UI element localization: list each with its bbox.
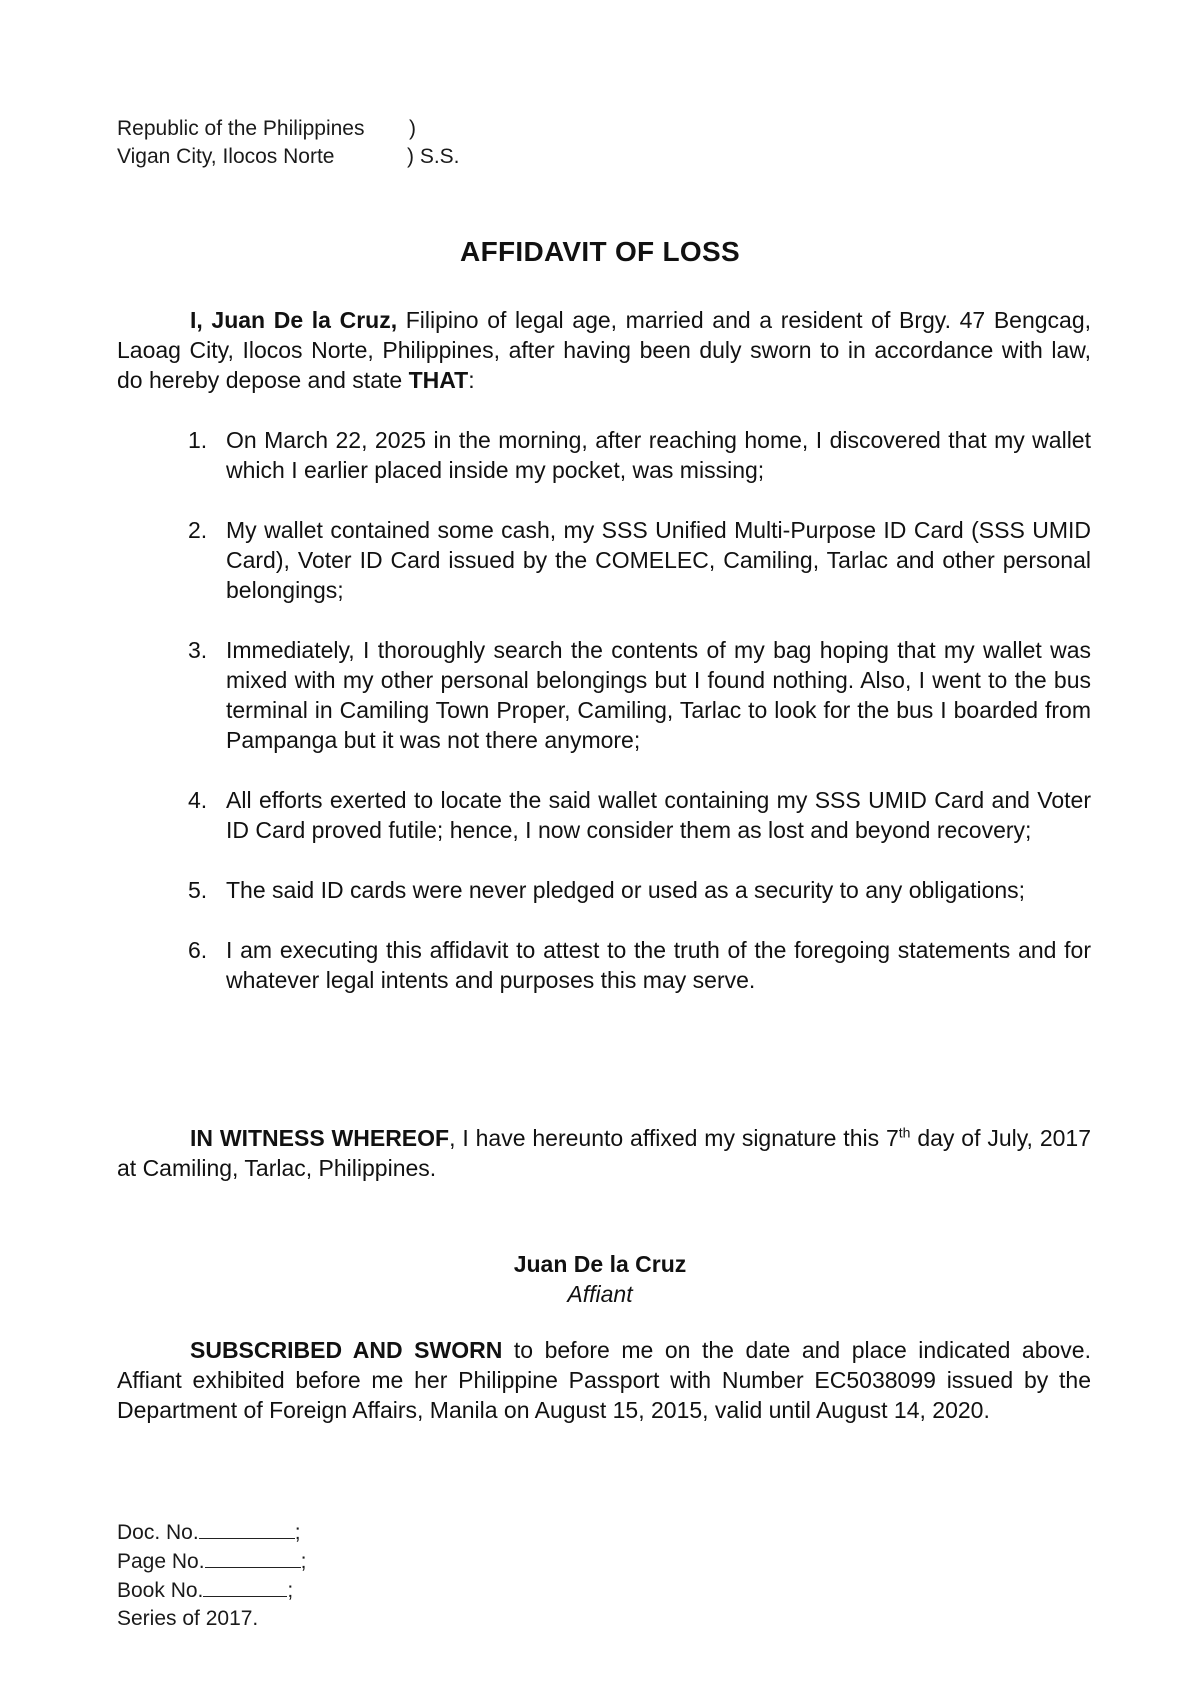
book-number-label: Book No. — [117, 1579, 204, 1602]
affiant-signature-block — [0, 1249, 1200, 1309]
affiant-name-inline: , Juan De la Cruz, — [196, 307, 398, 333]
witness-paragraph — [117, 1123, 1091, 1183]
statement-number: 3. — [188, 637, 208, 663]
statement-number: 2. — [188, 517, 208, 543]
venue-line-2 — [117, 143, 460, 171]
statement-list — [188, 425, 1091, 1025]
statement-text: On March 22, 2025 in the morning, after reaching home, I discovered that my wallet which I earlier placed inside my pocket, was missing; — [226, 427, 1091, 483]
statement-item — [188, 935, 1091, 995]
venue-country: Republic of the Philippines — [117, 117, 365, 140]
intro-paragraph — [117, 305, 1091, 395]
affiant-role: Affiant — [567, 1281, 633, 1307]
statement-item — [188, 425, 1091, 485]
page-number-semicolon: ; — [300, 1550, 307, 1573]
notarial-register — [117, 1518, 306, 1633]
page-number-label: Page No. — [117, 1550, 205, 1573]
statement-text: The said ID cards were never pledged or used as a security to any obligations; — [226, 877, 1026, 903]
jurat-body: to before me on the date and place indicated above. Affiant exhibited before me her Philippine Passport with Number EC5038099 issued by the Department of Foreign Affairs, Manila on August 15, 2015, valid until August 14, 2020. — [117, 1337, 1091, 1423]
witness-end: day of July, 2017 at Camiling, Tarlac, Philippines. — [117, 1125, 1091, 1181]
venue-line-1 — [117, 115, 460, 143]
statement-number: 5. — [188, 877, 208, 903]
statement-number: 6. — [188, 937, 208, 963]
series-line: Series of 2017. — [117, 1607, 259, 1630]
witness-body: , I have hereunto affixed my signature this 7 — [449, 1125, 899, 1151]
witness-heading: IN WITNESS WHEREOF — [190, 1125, 450, 1151]
intro-pronoun: I — [190, 307, 197, 333]
venue-block — [117, 115, 460, 171]
intro-body: Filipino of legal age, married and a resident of Brgy. 47 Bengcag, Laoag City, Ilocos Norte, Philippines, after having been duly sworn to in accordance with law, do hereby depose and state — [117, 307, 1092, 393]
venue-paren: ) — [409, 117, 416, 140]
doc-number-label: Doc. No. — [117, 1521, 199, 1544]
statement-text: My wallet contained some cash, my SSS Unified Multi-Purpose ID Card (SSS UMID Card), Voter ID Card issued by the COMELEC, Camiling, Tarlac and other personal belongings; — [226, 517, 1091, 603]
document-title: AFFIDAVIT OF LOSS — [460, 236, 740, 267]
affiant-name: Juan De la Cruz — [513, 1251, 687, 1277]
doc-number-blank — [199, 1518, 295, 1539]
jurat-paragraph — [117, 1335, 1091, 1425]
statement-text: I am executing this affidavit to attest to the truth of the foregoing statements and for whatever legal intents and purposes this may serve. — [226, 937, 1091, 993]
book-number-semicolon: ; — [287, 1579, 294, 1602]
jurat-heading: SUBSCRIBED AND SWORN — [190, 1337, 503, 1363]
book-number-blank — [203, 1576, 287, 1597]
statement-text: All efforts exerted to locate the said wallet containing my SSS UMID Card and Voter ID Card proved futile; hence, I now consider them as lost and beyond recovery; — [226, 787, 1091, 843]
statement-item — [188, 515, 1091, 605]
doc-number-semicolon: ; — [294, 1521, 301, 1544]
intro-that: THAT — [408, 367, 469, 393]
page-number-line — [117, 1547, 306, 1576]
page-number-blank — [205, 1547, 301, 1568]
book-number-line — [117, 1576, 306, 1605]
statement-item — [188, 785, 1091, 845]
statement-item — [188, 875, 1091, 905]
intro-colon: : — [468, 367, 475, 393]
statement-item — [188, 635, 1091, 755]
statement-text: Immediately, I thoroughly search the contents of my bag hoping that my wallet was mixed with my other personal belongings but I found nothing. Also, I went to the bus terminal in Camiling Town Proper, Camiling, Tarlac to look for the bus I boarded from Pampanga but it was not there anymore; — [226, 637, 1091, 753]
venue-city: Vigan City, Ilocos Norte — [117, 145, 335, 168]
statement-number: 4. — [188, 787, 208, 813]
venue-ss: ) S.S. — [407, 145, 460, 168]
doc-number-line — [117, 1518, 306, 1547]
witness-ordinal: th — [898, 1124, 911, 1141]
statement-number: 1. — [188, 427, 208, 453]
